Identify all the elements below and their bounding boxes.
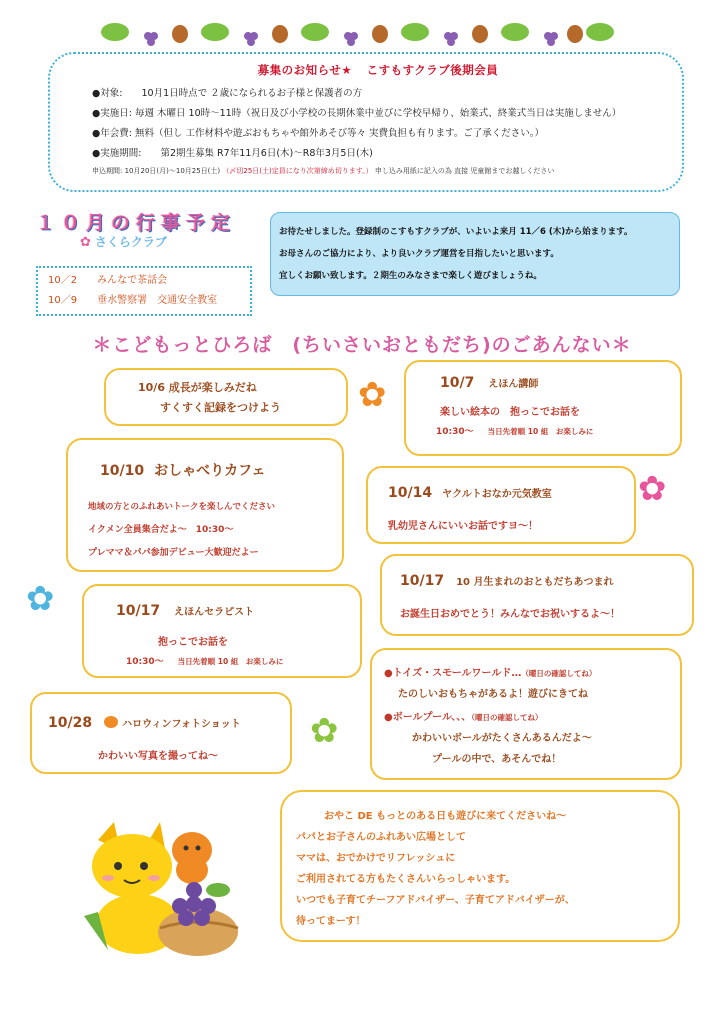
event-heading [116,600,360,619]
event-toys-title [384,664,680,679]
event-desc: かわいい写真を撮ってね～ [98,751,218,762]
event-title: 10/6 成長が楽しみだね [138,381,257,394]
sakura-flower-icon: ✿ [80,235,91,250]
schedule-list [36,266,252,316]
message-line: 待ってまーす！ [296,916,366,927]
event-1028 [30,692,292,774]
schedule-date: 10／2 [48,275,78,286]
event-1007 [404,360,682,456]
event-title: おしゃべりカフェ [154,463,266,479]
event-desc: プレママ＆パパ参加デビュー大歓迎だよー [88,548,259,558]
pinwheel-flower-icon: ✿ [638,469,667,509]
schedule-text: みんなで茶話会 [97,275,168,286]
schedule-item [48,291,240,311]
event-time-row [436,424,680,437]
info-line: お待たせしました。登録制のこすもすクラブが、いよいよ来月 11／6 (木)から始まります。 [279,227,633,237]
info-line: 宜しくお願い致します。２期生のみなさまで楽しく遊びましょうね。 [279,271,542,281]
ballpool-name: ●ボールプール、、、 [384,712,472,723]
event-desc: 抱っこでお話を [158,637,228,648]
event-title: ヤクルトおなか元気教室 [442,489,552,500]
club-info-box [270,212,680,296]
event-note: 当日先着順 10 組 お楽しみに [177,657,284,666]
notice-line-period: ●実施期間: 第2期生募集 R7年11月6日(木)～R8年3月5日(木) [92,148,373,159]
event-heading [388,482,634,501]
event-1017-birthday [380,554,694,636]
event-heading [440,372,680,391]
message-line: いつでも子育てチーフアドバイザー、子育てアドバイザーが、 [296,895,575,906]
pumpkin-icon [104,716,118,728]
ballpool-desc: プールの中で、あそんでね！ [432,754,562,765]
toys-note: （曜日の確認してね） [521,669,597,678]
oyako-message-box [280,790,680,942]
event-title: 10 月生まれのおともだちあつまれ [456,577,614,588]
pinwheel-flower-icon: ✿ [26,579,55,619]
toys-name: ●トイズ・スモールワールド… [384,668,522,679]
event-heading [400,570,692,589]
application-method: 申し込み用紙に記入の為 直接 児童館までお越しください [374,167,555,175]
event-1014 [366,466,636,544]
event-toys-ballpool [370,648,682,780]
schedule-text: 垂水警察署 交通安全教室 [97,295,218,306]
toys-desc: たのしいおもちゃがあるよ！遊びにきてね [398,689,588,700]
event-time-row [126,654,360,667]
event-subtitle: すくすく記録をつけよう [160,401,281,414]
event-1017-ehon [82,584,362,678]
notice-line-target: ●対象: 10月1日時点で ２歳になられるお子様と保護者の方 [92,88,363,99]
info-line: お母さんのご協力により、より良いクラブ運営を目指したいと思います。 [279,249,559,259]
notice-title [92,62,664,78]
notice-line-fee: ●年会費: 無料（但し 工作材料や遊ぶおもちゃや館外あそび等々 実費負担も有ります。ご了承ください。） [92,128,545,139]
schedule-date: 10／9 [48,295,78,306]
event-time: 10:30～ [436,427,474,437]
sakura-club-text: さくらクラブ [94,235,167,249]
event-heading [100,460,342,480]
event-date: 10/17 [400,573,445,589]
kodomotto-hiroba-heading: ＊こどもっとひろば (ちいさいおともだち)のごあんない＊ [92,334,632,356]
ballpool-desc: かわいいボールがたくさんあるんだよ～ [412,733,592,744]
message-line: ママは、おでかけでリフレッシュに [296,853,456,864]
event-heading [48,712,290,731]
event-time: 10:30～ [126,657,164,667]
message-line: おやこ DE もっとのある日も遊びに来てくださいね～ [324,811,567,822]
event-date: 10/14 [388,485,433,501]
ballpool-note: （曜日の確認してね） [471,713,543,722]
application-deadline: （〆切25日(土)定員になり次第締め切ります。） [222,167,373,175]
recruitment-notice [48,52,684,192]
event-date: 10/28 [48,715,93,731]
sakura-club-label [80,233,167,250]
event-1010 [66,438,344,572]
event-date: 10/17 [116,603,161,619]
notice-title-main: 募集のお知らせ★ [257,63,353,77]
message-line: パパとお子さんのふれあい広場として [296,832,466,843]
event-title: えほんセラピスト [174,607,255,618]
notice-line-days: ●実施日: 毎週 木曜日 10時～11時（祝日及び小学校の長期休業中並びに学校早帰り、始業式、終業式当日は実施しません） [92,108,622,119]
event-title: えほん講師 [488,379,539,390]
event-date: 10/10 [100,463,145,479]
event-date: 10/7 [440,375,475,391]
event-note: 当日先着順 10 組 お楽しみに [487,427,594,436]
grape-leaf-garland [100,14,620,50]
notice-title-club: こすもすクラブ後期会員 [366,63,499,77]
event-desc: お誕生日おめでとう！みんなでお祝いするよ～！ [400,609,620,620]
event-desc: 地域の方とのふれあいトークを楽しんでください [88,502,276,512]
fox-squirrel-grape-illustration [68,820,252,960]
event-title: ハロウィンフォトショット [122,719,241,730]
pinwheel-flower-icon: ✿ [310,711,339,751]
message-line: ご利用されてる方もたくさんいらっしゃいます。 [296,874,516,885]
event-desc: イクメン全員集合だよ～ 10:30～ [88,525,234,535]
pinwheel-flower-icon: ✿ [358,375,387,415]
schedule-item [48,271,240,291]
application-period: 申込期間: 10月20日(月)～10月25日(土) [92,167,221,175]
october-schedule-title: １０月の行事予定 [36,212,237,234]
event-desc: 乳幼児さんにいいお話ですヨ～！ [388,521,538,532]
event-ballpool-title [384,708,680,723]
event-desc: 楽しい絵本の 抱っこでお話を [440,407,580,418]
notice-application [92,166,664,176]
event-1006 [104,368,348,426]
